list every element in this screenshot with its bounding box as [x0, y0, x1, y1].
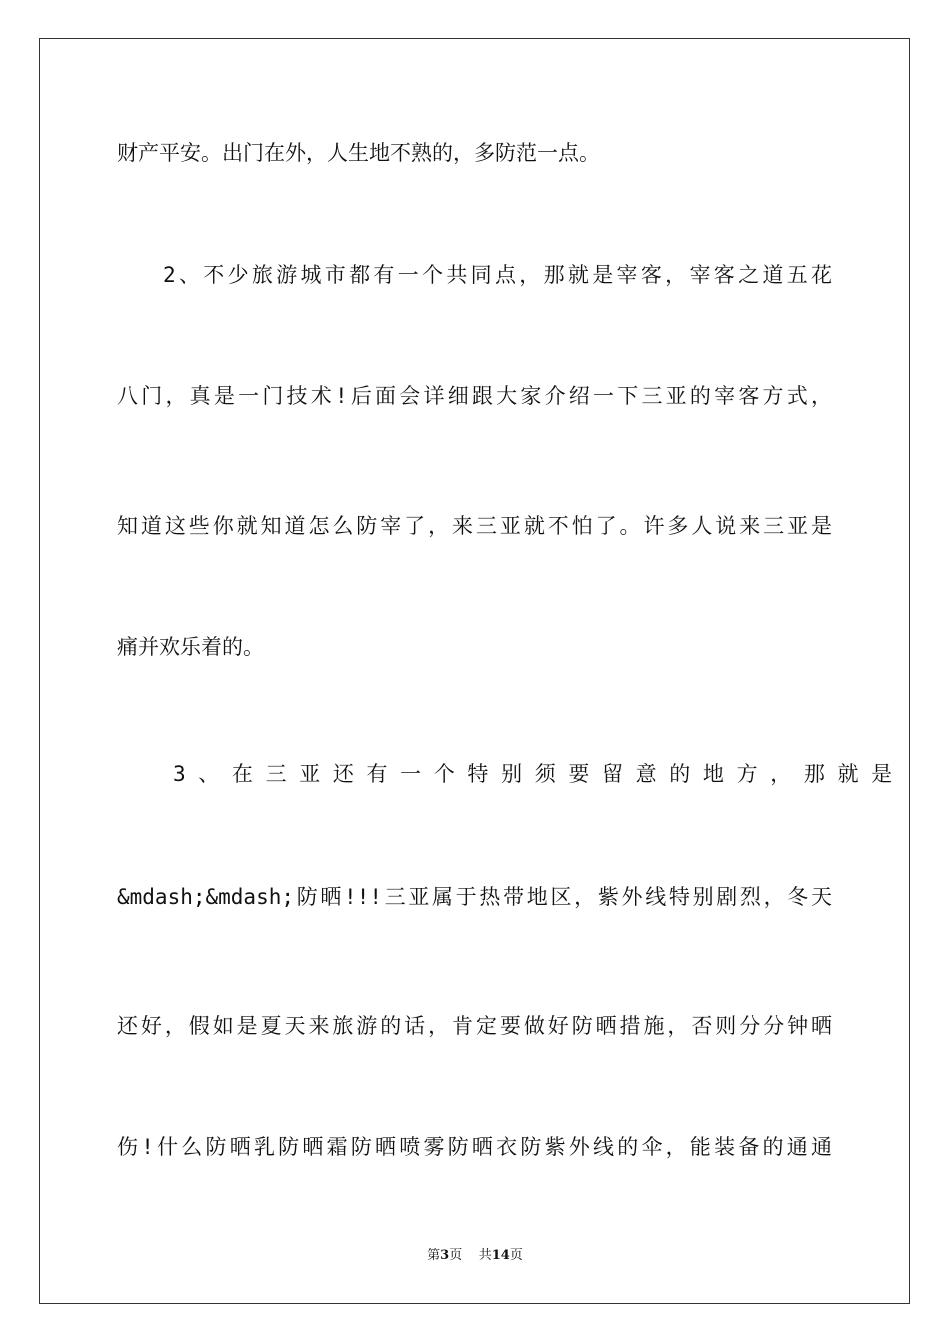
paragraph-line: 财产平安。出门在外，人生地不熟的，多防范一点。 — [117, 141, 600, 165]
total-prefix: 共 — [478, 1248, 492, 1263]
total-suffix: 页 — [509, 1248, 523, 1263]
page-number: 3 — [440, 1248, 450, 1263]
paragraph-line: 3 、 在 三 亚 还 有 一 个 特 别 须 要 留 意 的 地 方 ， 那 就 是 — [173, 762, 893, 786]
paragraph-line: 2、不少旅游城市都有一个共同点，那就是宰客，宰客之道五花 — [163, 263, 832, 287]
total-pages: 14 — [491, 1248, 510, 1263]
paragraph-line: 痛并欢乐着的。 — [117, 635, 264, 659]
paragraph-line: 伤!什么防晒乳防晒霜防晒喷雾防晒衣防紫外线的伞，能装备的通通 — [117, 1135, 832, 1159]
page-footer — [0, 1248, 950, 1264]
page-border — [39, 38, 910, 1304]
paragraph-line: 八门，真是一门技术!后面会详细跟大家介绍一下三亚的宰客方式， — [117, 384, 832, 408]
paragraph-line: &mdash;&mdash;防晒!!!三亚属于热带地区，紫外线特别剧烈，冬天 — [117, 885, 832, 909]
page-prefix: 第 — [427, 1248, 441, 1263]
paragraph-line: 知道这些你就知道怎么防宰了，来三亚就不怕了。许多人说来三亚是 — [117, 514, 832, 538]
paragraph-line: 还好，假如是夏天来旅游的话，肯定要做好防晒措施，否则分分钟晒 — [117, 1014, 832, 1038]
page-suffix: 页 — [449, 1248, 463, 1263]
